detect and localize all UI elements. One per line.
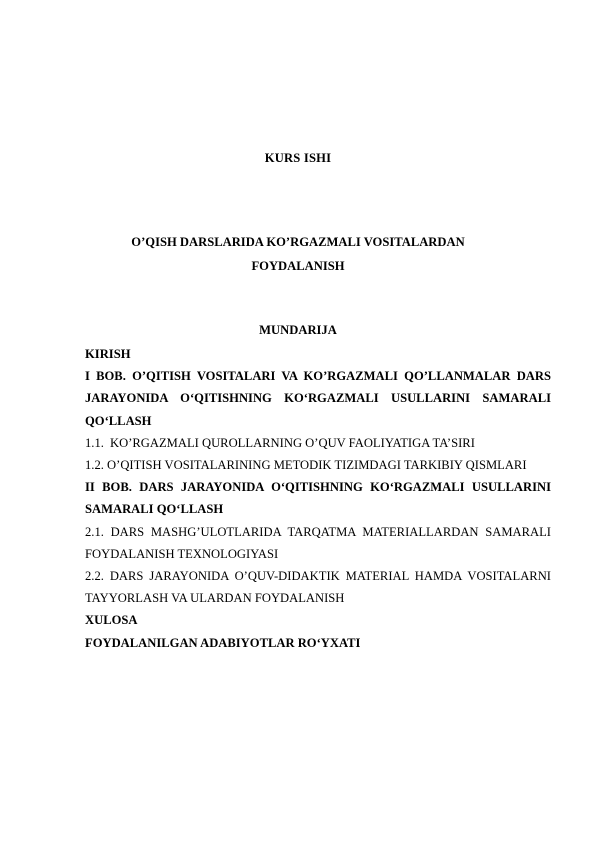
table-of-contents [85,343,551,654]
toc-section-1-1-text: KO’RGAZMALI QUROLLARNING O’QUV FAOLIYATIGA TA’SIRI [110,435,475,450]
toc-section-1-2: 1.2. O’QITISH VOSITALARINING METODIK TIZIMDAGI TARKIBIY QISMLARI [85,458,527,473]
toc-references: FOYDALANILGAN ADABIYOTLAR RO‘YXATI [85,635,361,650]
toc-chapter-2: II BOB. DARS JARAYONIDA O‘QITISHNING KO‘RGAZMALI USULLARINI SAMARALI QO‘LLASH [85,480,551,517]
topic-title [60,230,536,278]
toc-section-2-1: 2.1. DARS MASHG’ULOTLARIDA TARQATMA MATERIALLARDAN SAMARALI FOYDALANISH TEXNOLOGIYASI [85,524,551,561]
toc-heading: MUNDARIJA [259,323,337,337]
toc-conclusion: XULOSA [85,613,138,628]
topic-line-2: FOYDALANISH [251,259,345,273]
toc-intro: KIRISH [85,347,131,361]
toc-chapter-1: I BOB. O’QITISH VOSITALARI VA KO’RGAZMALI QO’LLANMALAR DARS JARAYONIDA O‘QITISHNING KO‘RGAZMALI USULLARINI SAMARALI QO‘LLASH [85,369,551,428]
toc-section-1-1 [85,432,551,454]
topic-line-1: O’QISH DARSLARIDA KO’RGAZMALI VOSITALARDAN [131,235,465,249]
toc-section-1-1-number: 1.1. [85,435,104,450]
work-type-title: KURS ISHI [264,151,332,165]
toc-section-2-2: 2.2. DARS JARAYONIDA O’QUV-DIDAKTIK MATERIAL HAMDA VOSITALARNI TAYYORLASH VA ULARDAN FOYDALANISH [85,569,551,606]
